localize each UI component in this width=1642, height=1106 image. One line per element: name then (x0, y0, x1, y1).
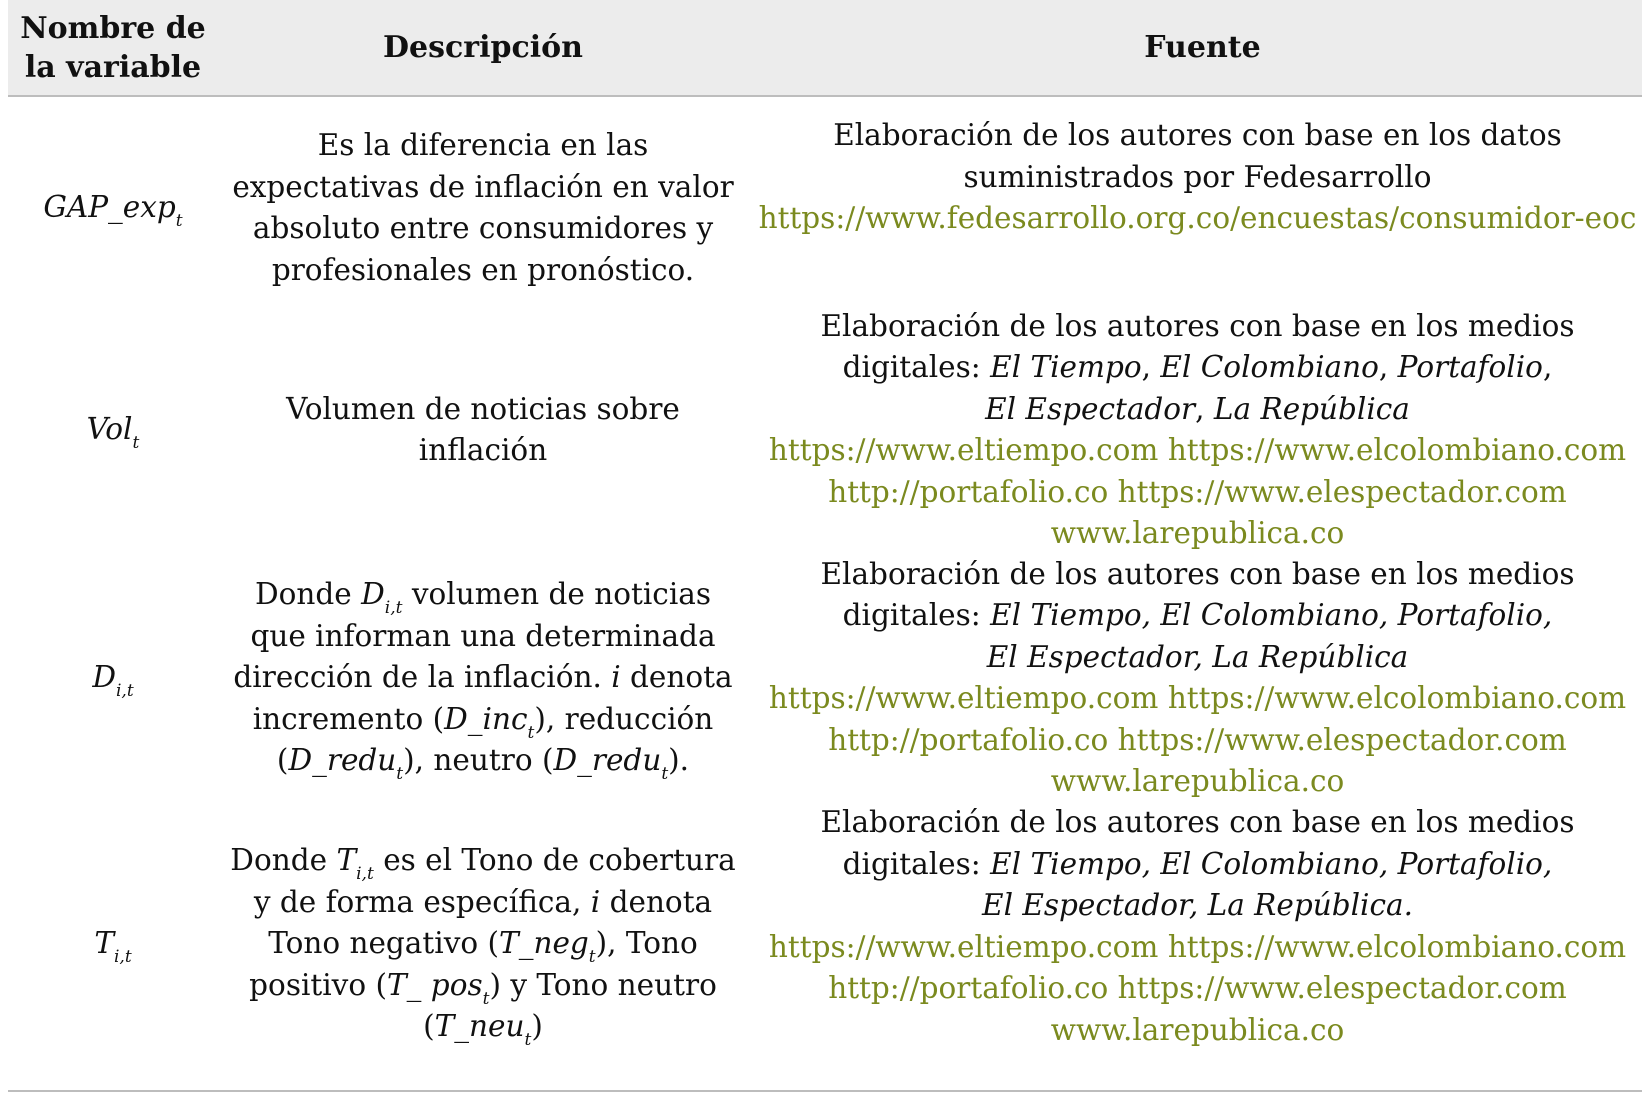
description-line: incremento (D_inc$_t$), reducción (252, 701, 714, 743)
table-header (8, 0, 1642, 97)
variable-symbol: T (94, 926, 114, 961)
source-url-link[interactable]: https://www.elcolombiano.com (1167, 929, 1627, 964)
description-line: positivo (T_ pos$_t$) y Tono neutro (249, 967, 717, 1009)
source-url-link[interactable]: https://www.eltiempo.com (768, 433, 1159, 467)
variable-subscript: t (175, 211, 183, 232)
header-source: Fuente (1144, 30, 1261, 65)
description-line: dirección de la inflación. i denota (233, 660, 733, 695)
source-line: El Espectador, La República (985, 391, 1410, 426)
description-cell (233, 110, 733, 306)
header-variable-name-line2: la variable (24, 49, 202, 85)
variable-subscript: t (132, 433, 140, 454)
source-url-link[interactable]: http://portafolio.co (828, 474, 1109, 509)
header-variable-name-line1: Nombre de (20, 10, 206, 46)
description-line: Donde $D_{i,t}$ volumen de noticias (255, 577, 711, 619)
media-name: El Colombiano (1160, 350, 1379, 384)
source-cell (753, 306, 1642, 554)
source-url-link[interactable]: https://www.elcolombiano.com (1167, 433, 1627, 467)
source-line: digitales: El Tiempo, El Colombiano, Portafolio, (842, 846, 1553, 881)
source-cell (753, 110, 1642, 306)
description-cell (233, 306, 733, 554)
variable-symbol: Vol (86, 412, 133, 447)
description-line: Donde $T_{i,t}$ es el Tono de cobertura (230, 843, 736, 885)
source-url-link[interactable]: https://www.fedesarrollo.org.co/encuestas/consumidor-eoc (758, 201, 1637, 235)
source-url-link[interactable]: http://portafolio.co (828, 722, 1109, 757)
variable-subscript: i,t (114, 947, 132, 968)
media-names: El Espectador, La República (986, 639, 1409, 674)
source-line: Elaboración de los autores con base en los medios (820, 556, 1575, 591)
description-line: (T_neu$_t$) (423, 1009, 543, 1051)
source-line: Elaboración de los autores con base en los medios (820, 308, 1575, 343)
source-url-link[interactable]: www.larepublica.co (1050, 1012, 1345, 1047)
header-variable-name (8, 0, 218, 95)
description-line: que informan una determinada (250, 618, 716, 653)
description-cell (233, 554, 733, 802)
source-url-link[interactable]: https://www.elespectador.com (1117, 474, 1567, 509)
description-line: Volumen de noticias sobre (286, 391, 680, 426)
media-name: El Tiempo (990, 350, 1142, 384)
variables-table (8, 0, 1642, 1106)
source-url-link[interactable]: https://www.elespectador.com (1117, 722, 1567, 757)
description-cell (230, 802, 736, 1086)
media-name: La República (1213, 391, 1410, 426)
description-line: Es la diferencia en las (317, 128, 649, 162)
source-line: Elaboración de los autores con base en los medios (820, 805, 1575, 839)
source-url-link[interactable]: http://portafolio.co (828, 971, 1109, 1005)
source-line: digitales: El Tiempo, El Colombiano, Portafolio, (842, 350, 1553, 384)
source-line: digitales: El Tiempo, El Colombiano, Portafolio, (842, 598, 1553, 632)
source-url-link[interactable]: https://www.elcolombiano.com (1167, 681, 1627, 715)
source-url-link[interactable]: https://www.elespectador.com (1117, 971, 1567, 1005)
source-url-link[interactable]: www.larepublica.co (1050, 764, 1345, 798)
description-line: inflación (418, 433, 548, 467)
table-row (8, 110, 1642, 306)
source-line: suministrados por Fedesarrollo (963, 159, 1432, 194)
variable-name-cell (8, 110, 218, 306)
table-row (8, 554, 1642, 802)
media-name: Portafolio (1397, 350, 1543, 384)
variable-name-cell (8, 554, 218, 802)
description-line: profesionales en pronóstico. (271, 252, 695, 287)
description-line: expectativas de inflación en valor (232, 169, 734, 204)
media-names: El Tiempo, El Colombiano, Portafolio, (990, 846, 1553, 881)
variable-name-cell (8, 802, 218, 1086)
variable-symbol: D (92, 660, 116, 695)
source-cell (753, 802, 1642, 1086)
description-line: (D_redu$_t$), neutro (D_redu$_t$). (276, 743, 690, 785)
variable-symbol: GAP_exp (43, 190, 176, 225)
header-description: Descripción (383, 30, 583, 65)
media-names: El Espectador, La República. (982, 888, 1413, 922)
description-line: Tono negativo (T_neg$_t$), Tono (268, 926, 698, 968)
table-row (8, 802, 1642, 1086)
source-cell (753, 554, 1642, 802)
variable-name-cell (8, 306, 218, 554)
table-bottom-rule (8, 1090, 1642, 1092)
media-names: El Tiempo, El Colombiano, Portafolio, (990, 598, 1553, 632)
table-row (8, 306, 1642, 554)
description-line: y de forma específica, i denota (253, 884, 713, 919)
source-url-link[interactable]: www.larepublica.co (1050, 516, 1345, 550)
variable-subscript: i,t (115, 681, 134, 702)
source-url-link[interactable]: https://www.eltiempo.com (768, 929, 1159, 964)
media-name: El Espectador (985, 391, 1196, 426)
source-url-link[interactable]: https://www.eltiempo.com (768, 681, 1159, 715)
description-line: absoluto entre consumidores y (252, 211, 714, 245)
source-line: Elaboración de los autores con base en los datos (833, 118, 1562, 152)
